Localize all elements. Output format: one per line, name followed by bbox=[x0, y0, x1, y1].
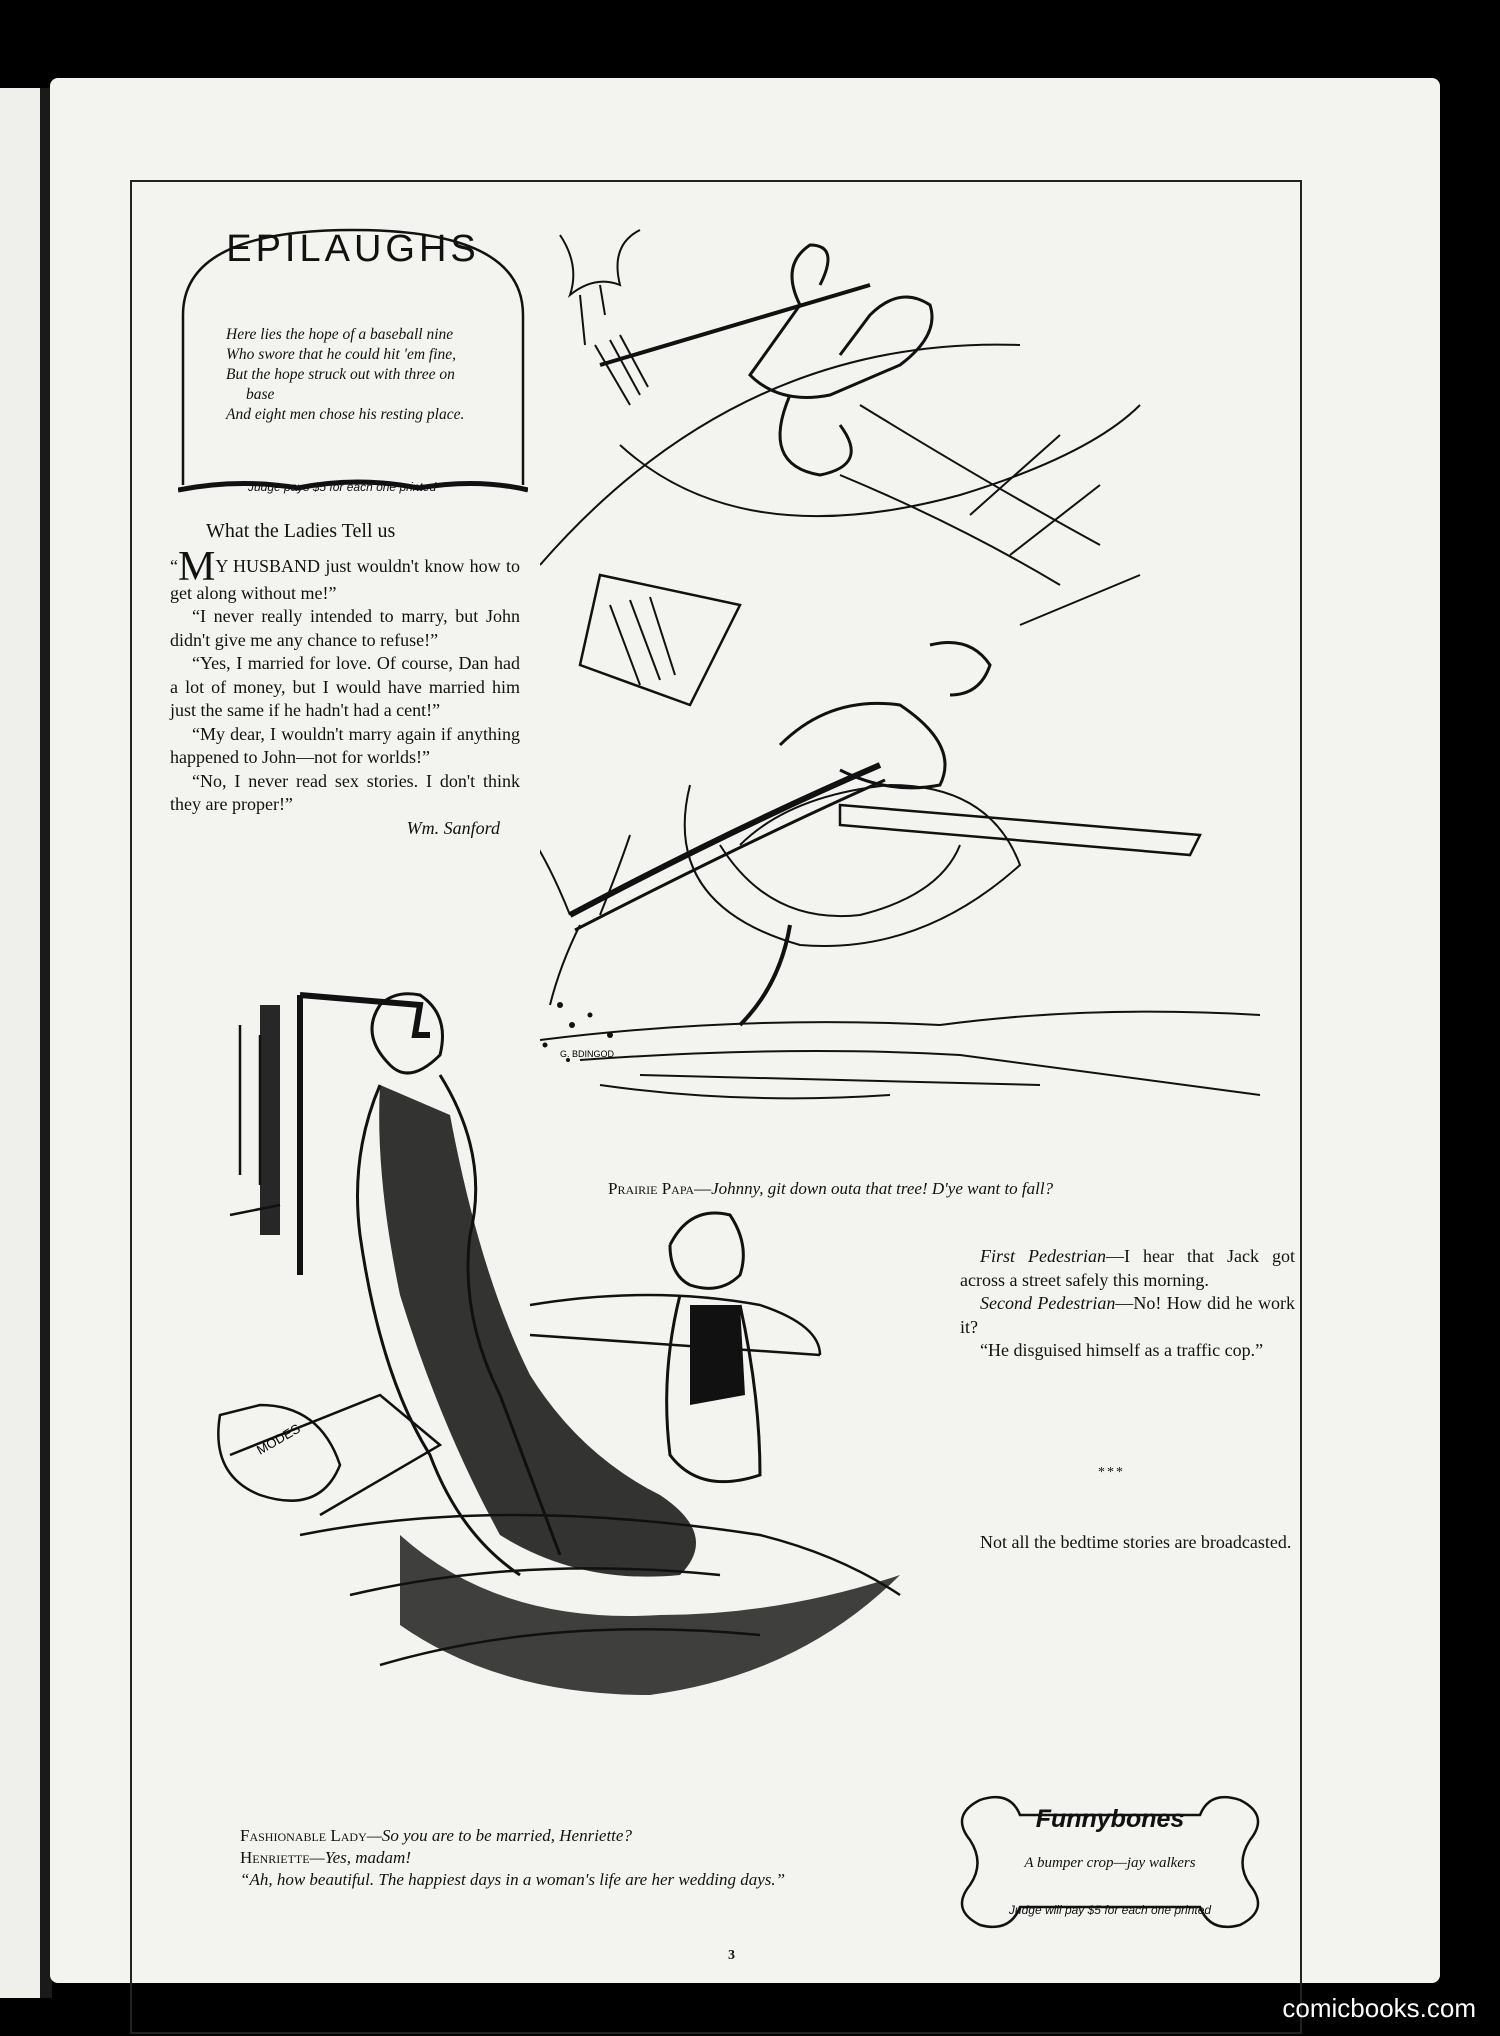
ladies-para: “No, I never read sex stories. I don't think they are proper!” bbox=[170, 770, 520, 814]
verse-line: base bbox=[246, 386, 275, 403]
ladies-para: “My dear, I wouldn't marry again if anything happened to John—not for worlds!” bbox=[170, 723, 520, 767]
line-text: —No! How did he work it? bbox=[960, 1293, 1295, 1337]
speaker-second: Second Pedestrian bbox=[980, 1293, 1116, 1313]
caption-text: —Yes, madam! bbox=[309, 1848, 411, 1867]
pedestrian-line-1 bbox=[960, 1245, 1295, 1292]
line-text: —I hear that Jack got across a street safely this morning. bbox=[960, 1246, 1295, 1290]
funnybones-title: Funnybones bbox=[1035, 1805, 1185, 1833]
pedestrian-line-3: “He disguised himself as a traffic cop.” bbox=[980, 1340, 1264, 1360]
ladies-para: “I never really intended to marry, but John didn't give me any chance to refuse!” bbox=[170, 606, 520, 650]
funnybones-box bbox=[950, 1795, 1270, 1930]
smallcaps-lead: Y HUSBAND bbox=[215, 555, 321, 576]
funnybones-body: A bumper crop—jay walkers bbox=[1024, 1855, 1196, 1871]
ladies-signature: Wm. Sanford bbox=[406, 817, 500, 838]
caption-speaker: Henriette bbox=[240, 1848, 310, 1867]
tornado-cartoon bbox=[540, 225, 1300, 1105]
fashion-caption-line bbox=[240, 1825, 840, 1847]
caption-line: Johnny, git down outa that tree! D'ye want to fall? bbox=[711, 1179, 1054, 1198]
artist-signature-top: G. BDINGOD bbox=[560, 1049, 615, 1059]
speaker-first: First Pedestrian bbox=[980, 1246, 1107, 1266]
separator-stars: *** bbox=[1098, 1465, 1125, 1480]
funnybones-footer: Judge will pay $5 for each one printed bbox=[1008, 1903, 1212, 1917]
verse-line: And eight men chose his resting place. bbox=[226, 406, 465, 423]
caption-text: —So you are to be married, Henriette? bbox=[366, 1826, 632, 1845]
ladies-column bbox=[170, 520, 520, 840]
verse-line: Here lies the hope of a baseball nine bbox=[226, 326, 454, 343]
site-watermark: comicbooks.com bbox=[1282, 1993, 1476, 2023]
verse-line: But the hope struck out with three on bbox=[226, 366, 455, 383]
hatbox-label: MODES bbox=[254, 1420, 303, 1458]
bedtime-joke bbox=[960, 1530, 1295, 1555]
fashion-caption-line bbox=[240, 1847, 840, 1869]
drop-cap: M bbox=[178, 543, 216, 590]
verse-line: Who swore that he could hit 'em fine, bbox=[226, 346, 457, 363]
left-page-edge bbox=[0, 88, 40, 1998]
ladies-first-para bbox=[170, 543, 521, 606]
fashion-caption-line bbox=[240, 1869, 840, 1891]
open-quote: “ bbox=[170, 555, 178, 576]
caption-speaker: Prairie Papa bbox=[608, 1179, 695, 1198]
epilaughs-footer: Judge pays $5 for each one printed bbox=[248, 480, 437, 494]
bedtime-text: Not all the bedtime stories are broadcasted. bbox=[980, 1532, 1292, 1552]
epilaughs-box bbox=[178, 220, 528, 494]
pedestrian-line-2 bbox=[960, 1292, 1295, 1339]
ladies-heading: What the Ladies Tell us bbox=[206, 520, 396, 542]
fashion-caption bbox=[240, 1825, 840, 1891]
fashion-cartoon bbox=[200, 975, 920, 1755]
epilaughs-title: EPILAUGHS bbox=[226, 228, 480, 270]
caption-speaker: Fashionable Lady bbox=[240, 1826, 367, 1845]
caption-dash: — bbox=[694, 1179, 712, 1198]
epilaughs-verse bbox=[226, 325, 516, 425]
caption-text: “Ah, how beautiful. The happiest days in a woman's life are her wedding days.” bbox=[240, 1870, 786, 1889]
pedestrians-joke bbox=[960, 1245, 1295, 1363]
page-number: 3 bbox=[728, 1948, 735, 1963]
first-para-rest: just wouldn't know how to get along without me!” bbox=[170, 555, 521, 603]
ladies-para: “Yes, I married for love. Of course, Dan had a lot of money, but I would have married him just the same if he hadn't had a cent!” bbox=[170, 653, 520, 720]
